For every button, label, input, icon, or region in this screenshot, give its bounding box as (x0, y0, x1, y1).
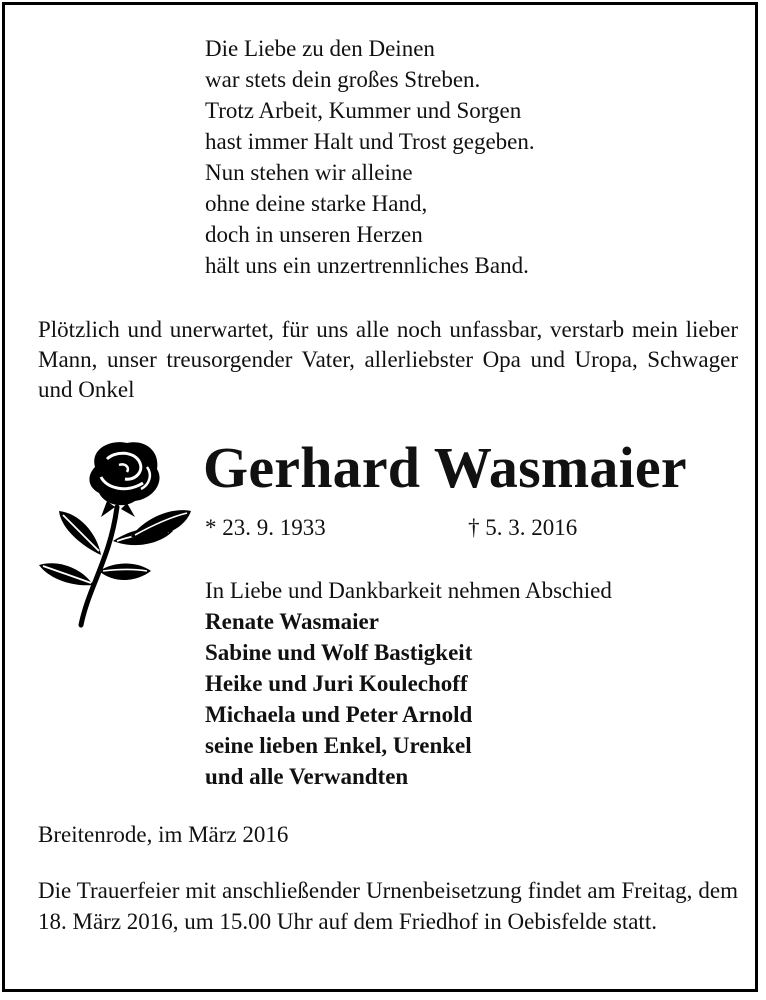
poem-line: doch in unseren Herzen (205, 222, 423, 247)
poem (205, 33, 535, 281)
poem-line: Die Liebe zu den Deinen (205, 36, 435, 61)
funeral-notice: Die Trauerfeier mit anschließender Urnenbeisetzung findet am Freitag, dem 18. März 2016, um 15.00 Uhr auf dem Friedhof in Oebisfelde statt. (38, 878, 738, 934)
death-date: † 5. 3. 2016 (468, 515, 578, 540)
mourner-name: Michaela und Peter Arnold (205, 702, 473, 727)
mourner-name: Sabine und Wolf Bastigkeit (205, 640, 473, 665)
mourner-name: Renate Wasmaier (205, 609, 379, 634)
mourner-name: Heike und Juri Koulechoff (205, 671, 468, 696)
poem-line: hast immer Halt und Trost gegeben. (205, 129, 535, 154)
mourners-block (205, 575, 612, 792)
poem-line: war stets dein großes Streben. (205, 67, 481, 92)
intro-text: Plötzlich und unerwartet, für uns alle noch unfassbar, verstarb mein lieber Mann, unser treusorgender Vater, allerliebster Opa und Uropa, Schwager und Onkel (38, 317, 738, 402)
mourners-intro: In Liebe und Dankbarkeit nehmen Abschied (205, 578, 612, 603)
poem-line: Trotz Arbeit, Kummer und Sorgen (205, 98, 522, 123)
poem-line: ohne deine starke Hand, (205, 191, 428, 216)
place-date: Breitenrode, im März 2016 (38, 822, 289, 847)
poem-line: Nun stehen wir alleine (205, 160, 413, 185)
obituary-frame (2, 2, 758, 992)
mourner-name: und alle Verwandten (205, 764, 409, 789)
rose-icon (35, 437, 195, 629)
birth-date: * 23. 9. 1933 (205, 515, 326, 540)
deceased-name: Gerhard Wasmaier (203, 435, 687, 500)
mourner-name: seine lieben Enkel, Urenkel (205, 733, 472, 758)
poem-line: hält uns ein unzertrennliches Band. (205, 253, 529, 278)
